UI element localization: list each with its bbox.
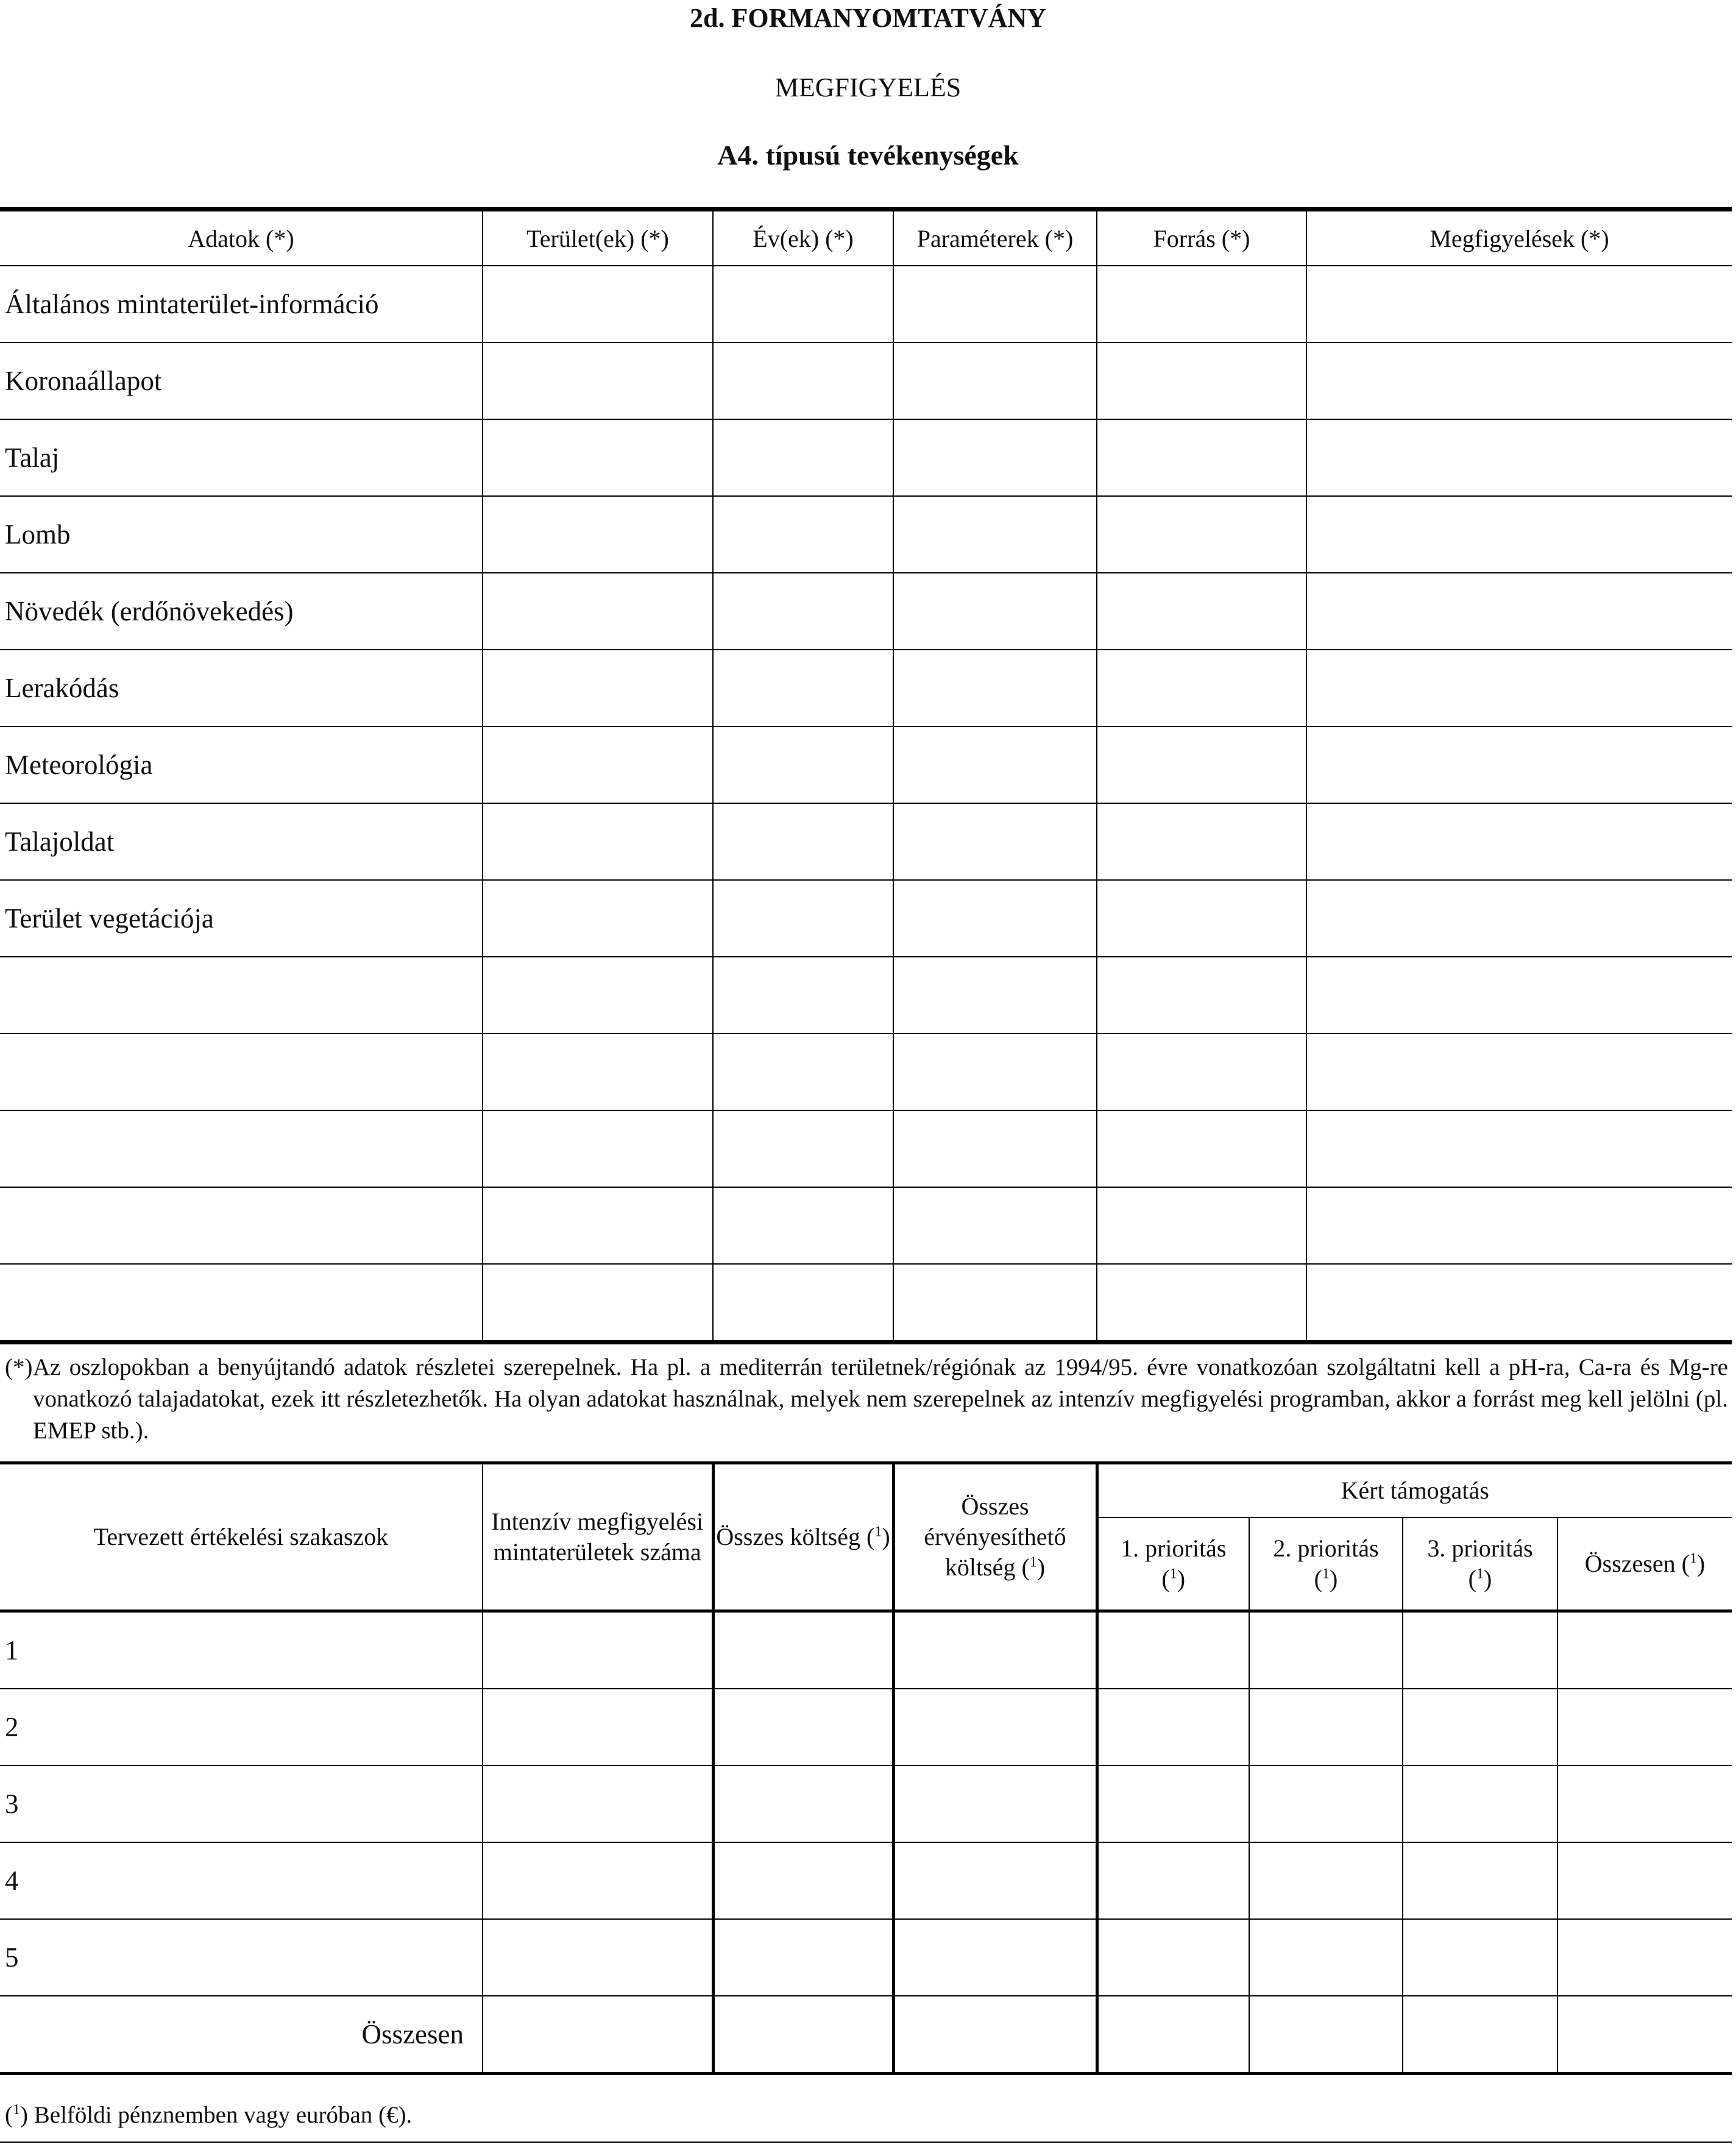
data-cell[interactable] [1097, 1611, 1249, 1689]
data-cell[interactable] [1557, 1689, 1732, 1766]
table-row [0, 957, 1732, 1034]
monitoring-data-table [0, 207, 1732, 1344]
data-cell[interactable] [483, 650, 713, 726]
data-cell[interactable] [483, 573, 713, 650]
table-row [0, 1611, 1732, 1689]
data-cell[interactable] [1097, 1187, 1306, 1264]
column-header: Év(ek) (*) [713, 210, 893, 266]
column-header: Paraméterek (*) [893, 210, 1097, 266]
data-cell[interactable] [483, 1689, 713, 1766]
data-cell[interactable] [893, 1766, 1097, 1842]
row-label: Lomb [0, 496, 483, 573]
form-subtitle: MEGFIGYELÉS [774, 73, 962, 102]
data-cell[interactable] [1306, 419, 1732, 496]
table-row [0, 650, 1732, 726]
data-cell[interactable] [893, 803, 1097, 880]
data-cell[interactable] [893, 1187, 1097, 1264]
data-cell[interactable] [893, 342, 1097, 419]
column-header-priority-3: 3. prioritás ($^1$) [1403, 1517, 1557, 1611]
data-cell[interactable] [893, 1110, 1097, 1187]
data-cell[interactable] [713, 1110, 893, 1187]
data-cell[interactable] [713, 1264, 893, 1343]
data-cell[interactable] [483, 803, 713, 880]
data-cell[interactable] [713, 266, 893, 342]
data-cell[interactable] [1306, 1187, 1732, 1264]
data-cell[interactable] [483, 1766, 713, 1842]
data-cell[interactable] [1403, 1842, 1557, 1919]
column-header-priority-2: 2. prioritás ($^1$) [1249, 1517, 1403, 1611]
data-cell[interactable] [483, 496, 713, 573]
table-header-row [0, 210, 1732, 266]
data-cell[interactable] [1097, 1034, 1306, 1110]
stage-number: 1 [0, 1611, 483, 1689]
data-cell[interactable] [893, 1689, 1097, 1766]
data-cell[interactable] [1306, 726, 1732, 803]
data-cell[interactable] [1097, 1996, 1249, 2074]
column-header-plots: Intenzív megfigyelési mintaterületek száma [483, 1463, 713, 1611]
data-cell[interactable] [893, 266, 1097, 342]
row-label: Terület vegetációja [0, 880, 483, 957]
data-cell[interactable] [1097, 803, 1306, 880]
row-label [0, 1034, 483, 1110]
data-cell[interactable] [1097, 726, 1306, 803]
data-cell[interactable] [1306, 1264, 1732, 1343]
data-cell[interactable] [893, 1264, 1097, 1343]
column-group-requested-support: Kért támogatás [1097, 1463, 1732, 1518]
data-cell[interactable] [1403, 1766, 1557, 1842]
row-label [0, 1110, 483, 1187]
data-cell[interactable] [713, 419, 893, 496]
table-row [0, 496, 1732, 573]
table-row [0, 573, 1732, 650]
row-label: Általános mintaterület-információ [0, 266, 483, 342]
data-cell[interactable] [713, 1842, 893, 1919]
data-cell[interactable] [483, 1034, 713, 1110]
data-cell[interactable] [483, 342, 713, 419]
data-cell[interactable] [1557, 1766, 1732, 1842]
form-title: 2d. FORMANYOMTATVÁNY [690, 3, 1046, 33]
data-cell[interactable] [483, 726, 713, 803]
data-cell[interactable] [1306, 1110, 1732, 1187]
data-cell[interactable] [893, 419, 1097, 496]
data-cell[interactable] [483, 1842, 713, 1919]
data-cell[interactable] [1097, 1919, 1249, 1996]
data-cell[interactable] [713, 726, 893, 803]
data-cell[interactable] [483, 957, 713, 1034]
data-cell[interactable] [713, 1187, 893, 1264]
table-row [0, 1919, 1732, 1996]
data-cell[interactable] [713, 957, 893, 1034]
footnote-symbol: (*) [5, 1354, 33, 1380]
data-cell[interactable] [713, 1766, 893, 1842]
data-cell[interactable] [1097, 1689, 1249, 1766]
data-cell[interactable] [483, 419, 713, 496]
data-cell[interactable] [1097, 880, 1306, 957]
data-cell[interactable] [1306, 266, 1732, 342]
data-cell[interactable] [483, 1919, 713, 1996]
data-cell[interactable] [1306, 957, 1732, 1034]
data-cell[interactable] [1557, 1919, 1732, 1996]
column-header-total-cost: Összes költség ($^1$) [713, 1463, 893, 1611]
footnote-text: Belföldi pénznemben vagy euróban (€). [34, 2102, 413, 2128]
total-row [0, 1996, 1732, 2074]
data-cell[interactable] [1557, 1842, 1732, 1919]
data-cell[interactable] [713, 1611, 893, 1689]
column-header: Forrás (*) [1097, 210, 1306, 266]
footnote-text: Az oszlopokban a benyújtandó adatok részletei szerepelnek. Ha pl. a mediterrán területnek/régiónak az 1994/95. évre vonatkozóan szolgáltatni kell a pH-ra, Ca-ra és Mg-re vonatkozó talajadatokat, ezek itt részletezhetők. Ha olyan adatokat használnak, melyek nem szerepelnek az intenzív megfigyelési programban, akkor a forrást meg kell jelölni (pl. EMEP stb.). [33, 1354, 1728, 1444]
row-label: Koronaállapot [0, 342, 483, 419]
data-cell[interactable] [1403, 1919, 1557, 1996]
column-header: Megfigyelések (*) [1306, 210, 1732, 266]
total-label: Összesen [361, 2019, 464, 2049]
data-cell[interactable] [483, 1996, 713, 2074]
bottom-rule [0, 2142, 1732, 2143]
footnote-asterisk [5, 1352, 1728, 1447]
data-cell[interactable] [893, 496, 1097, 573]
table-row [0, 1842, 1732, 1919]
row-label: Talaj [0, 419, 483, 496]
data-cell[interactable] [713, 880, 893, 957]
data-cell[interactable] [1249, 1842, 1403, 1919]
data-cell[interactable] [1097, 573, 1306, 650]
data-cell[interactable] [1403, 1996, 1557, 2074]
data-cell[interactable] [1306, 342, 1732, 419]
stage-number: 2 [0, 1689, 483, 1766]
column-header-stages: Tervezett értékelési szakaszok [0, 1463, 483, 1611]
stage-number: 5 [0, 1919, 483, 1996]
data-cell[interactable] [713, 803, 893, 880]
data-cell[interactable] [893, 1611, 1097, 1689]
data-cell[interactable] [893, 957, 1097, 1034]
table-row [0, 1110, 1732, 1187]
row-label [0, 957, 483, 1034]
data-cell[interactable] [1097, 1110, 1306, 1187]
data-cell[interactable] [1403, 1611, 1557, 1689]
data-cell[interactable] [1249, 1919, 1403, 1996]
data-cell[interactable] [1249, 1689, 1403, 1766]
data-cell[interactable] [1557, 1996, 1732, 2074]
data-cell[interactable] [893, 726, 1097, 803]
data-cell[interactable] [1306, 650, 1732, 726]
data-cell[interactable] [1097, 957, 1306, 1034]
row-label: Meteorológia [0, 726, 483, 803]
data-cell[interactable] [893, 1919, 1097, 1996]
table-row [0, 1766, 1732, 1842]
footnote-marker: 1 [13, 2102, 20, 2118]
data-cell[interactable] [713, 650, 893, 726]
data-cell[interactable] [713, 1919, 893, 1996]
data-cell[interactable] [483, 1611, 713, 1689]
data-cell[interactable] [1097, 650, 1306, 726]
table-row [0, 1187, 1732, 1264]
data-cell[interactable] [1097, 266, 1306, 342]
data-cell[interactable] [893, 1034, 1097, 1110]
data-cell[interactable] [1097, 496, 1306, 573]
row-label: Lerakódás [0, 650, 483, 726]
column-header-sum: Összesen ($^1$) [1557, 1517, 1732, 1611]
data-cell[interactable] [1097, 1264, 1306, 1343]
data-cell[interactable] [713, 1996, 893, 2074]
table-row [0, 1034, 1732, 1110]
data-cell[interactable] [893, 880, 1097, 957]
data-cell[interactable] [1306, 1034, 1732, 1110]
row-label [0, 1264, 483, 1343]
data-cell[interactable] [1306, 496, 1732, 573]
data-cell[interactable] [483, 1110, 713, 1187]
table-row [0, 803, 1732, 880]
data-cell[interactable] [1403, 1689, 1557, 1766]
column-header-eligible-cost: Összes érvényesíthető költség ($^1$) [893, 1463, 1097, 1611]
data-cell[interactable] [483, 1264, 713, 1343]
row-label: Növedék (erdőnövekedés) [0, 573, 483, 650]
data-cell[interactable] [1557, 1611, 1732, 1689]
data-cell[interactable] [713, 496, 893, 573]
table-row [0, 1264, 1732, 1343]
data-cell[interactable] [1249, 1996, 1403, 2074]
data-cell[interactable] [893, 1842, 1097, 1919]
data-cell[interactable] [713, 573, 893, 650]
data-cell[interactable] [713, 1034, 893, 1110]
data-cell[interactable] [713, 342, 893, 419]
column-header: Adatok (*) [0, 210, 483, 266]
data-cell[interactable] [1249, 1611, 1403, 1689]
table-row [0, 880, 1732, 957]
evaluation-cost-table [0, 1461, 1732, 2075]
row-label [0, 1187, 483, 1264]
table-row [0, 419, 1732, 496]
data-cell[interactable] [1097, 1766, 1249, 1842]
data-cell[interactable] [713, 1689, 893, 1766]
stage-number: 4 [0, 1842, 483, 1919]
data-cell[interactable] [893, 1996, 1097, 2074]
data-cell[interactable] [1306, 803, 1732, 880]
data-cell[interactable] [893, 573, 1097, 650]
data-cell[interactable] [483, 1187, 713, 1264]
section-heading: A4. típusú tevékenységek [717, 140, 1019, 171]
data-cell[interactable] [1249, 1766, 1403, 1842]
footnote-currency: ($^1$) Belföldi pénznemben vagy euróban (€). [5, 2102, 413, 2128]
data-cell[interactable] [483, 266, 713, 342]
table-row [0, 1689, 1732, 1766]
data-cell[interactable] [1097, 1842, 1249, 1919]
table-header-row [0, 1463, 1732, 1518]
table-row [0, 726, 1732, 803]
row-label: Talajoldat [0, 803, 483, 880]
table-row [0, 266, 1732, 342]
data-cell[interactable] [1097, 419, 1306, 496]
table-row [0, 342, 1732, 419]
data-cell[interactable] [483, 880, 713, 957]
data-cell[interactable] [893, 650, 1097, 726]
column-header-priority-1: 1. prioritás ($^1$) [1097, 1517, 1249, 1611]
data-cell[interactable] [1306, 880, 1732, 957]
data-cell[interactable] [1097, 342, 1306, 419]
stage-number: 3 [0, 1766, 483, 1842]
column-header: Terület(ek) (*) [483, 210, 713, 266]
data-cell[interactable] [1306, 573, 1732, 650]
